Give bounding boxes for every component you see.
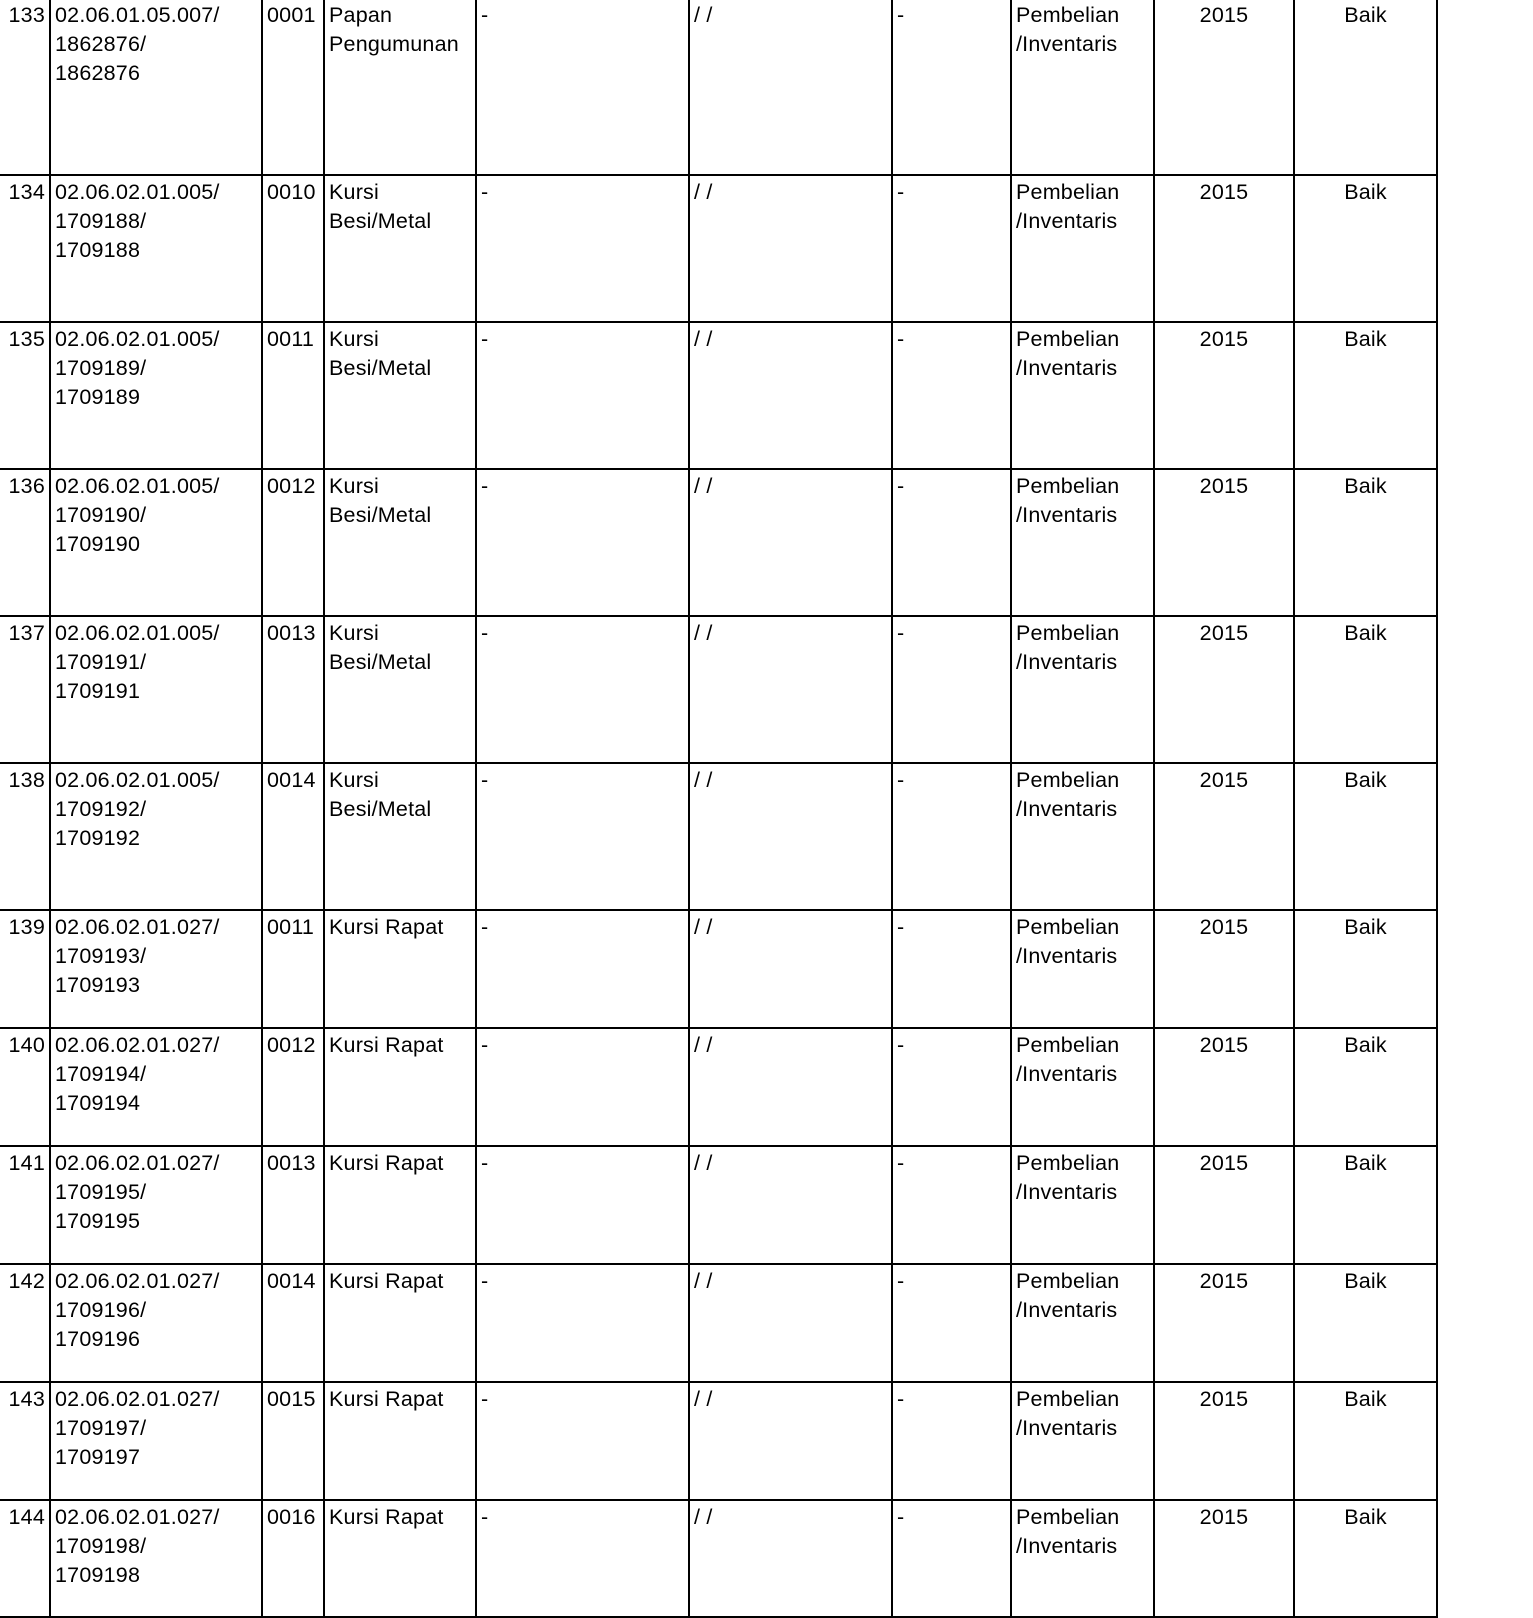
column-6-cell: / / [689,1382,892,1500]
condition-cell: Baik [1294,1146,1437,1264]
column-7-cell: - [892,763,1011,910]
year-cell: 2015 [1154,1382,1294,1500]
item-name-cell: Kursi Rapat [324,1264,476,1382]
item-code-cell: 02.06.02.01.027/ 1709195/ 1709195 [50,1146,262,1264]
register-number-cell: 0010 [262,175,324,322]
register-number-cell: 0011 [262,910,324,1028]
item-code-cell: 02.06.02.01.005/ 1709190/ 1709190 [50,469,262,616]
column-6-cell: / / [689,910,892,1028]
year-cell: 2015 [1154,1146,1294,1264]
column-5-cell: - [476,1146,689,1264]
column-5-cell: - [476,175,689,322]
row-number-cell: 144 [0,1500,50,1617]
condition-cell: Baik [1294,1500,1437,1617]
origin-cell: Pembelian /Inventaris [1011,616,1154,763]
column-6-cell: / / [689,175,892,322]
table-row [0,1264,1437,1382]
item-name-cell: Kursi Rapat [324,1500,476,1617]
row-number-cell: 138 [0,763,50,910]
column-5-cell: - [476,1382,689,1500]
column-5-cell: - [476,1028,689,1146]
item-name-cell: Kursi Rapat [324,910,476,1028]
row-number-cell: 140 [0,1028,50,1146]
column-5-cell: - [476,322,689,469]
table-row [0,910,1437,1028]
year-cell: 2015 [1154,763,1294,910]
item-code-cell: 02.06.02.01.005/ 1709189/ 1709189 [50,322,262,469]
item-code-cell: 02.06.02.01.027/ 1709198/ 1709198 [50,1500,262,1617]
year-cell: 2015 [1154,910,1294,1028]
origin-cell: Pembelian /Inventaris [1011,0,1154,175]
item-name-cell: Kursi Besi/Metal [324,763,476,910]
column-6-cell: / / [689,1146,892,1264]
year-cell: 2015 [1154,469,1294,616]
register-number-cell: 0012 [262,1028,324,1146]
register-number-cell: 0016 [262,1500,324,1617]
origin-cell: Pembelian /Inventaris [1011,763,1154,910]
item-code-cell: 02.06.02.01.027/ 1709196/ 1709196 [50,1264,262,1382]
condition-cell: Baik [1294,1382,1437,1500]
item-name-cell: Kursi Besi/Metal [324,616,476,763]
condition-cell: Baik [1294,322,1437,469]
year-cell: 2015 [1154,0,1294,175]
condition-cell: Baik [1294,910,1437,1028]
column-6-cell: / / [689,763,892,910]
table-row [0,763,1437,910]
year-cell: 2015 [1154,1500,1294,1617]
origin-cell: Pembelian /Inventaris [1011,1028,1154,1146]
column-7-cell: - [892,1146,1011,1264]
item-code-cell: 02.06.02.01.027/ 1709194/ 1709194 [50,1028,262,1146]
year-cell: 2015 [1154,1264,1294,1382]
row-number-cell: 141 [0,1146,50,1264]
condition-cell: Baik [1294,0,1437,175]
item-code-cell: 02.06.02.01.005/ 1709191/ 1709191 [50,616,262,763]
column-7-cell: - [892,910,1011,1028]
year-cell: 2015 [1154,1028,1294,1146]
condition-cell: Baik [1294,175,1437,322]
origin-cell: Pembelian /Inventaris [1011,175,1154,322]
origin-cell: Pembelian /Inventaris [1011,1146,1154,1264]
item-code-cell: 02.06.02.01.005/ 1709192/ 1709192 [50,763,262,910]
row-number-cell: 133 [0,0,50,175]
origin-cell: Pembelian /Inventaris [1011,910,1154,1028]
origin-cell: Pembelian /Inventaris [1011,1382,1154,1500]
year-cell: 2015 [1154,175,1294,322]
register-number-cell: 0015 [262,1382,324,1500]
column-7-cell: - [892,1500,1011,1617]
item-name-cell: Kursi Besi/Metal [324,322,476,469]
column-5-cell: - [476,1500,689,1617]
origin-cell: Pembelian /Inventaris [1011,322,1154,469]
column-7-cell: - [892,1264,1011,1382]
row-number-cell: 136 [0,469,50,616]
column-5-cell: - [476,910,689,1028]
item-name-cell: Kursi Besi/Metal [324,469,476,616]
item-name-cell: Kursi Rapat [324,1146,476,1264]
column-5-cell: - [476,0,689,175]
column-7-cell: - [892,322,1011,469]
row-number-cell: 137 [0,616,50,763]
table-row [0,322,1437,469]
register-number-cell: 0014 [262,763,324,910]
column-7-cell: - [892,1382,1011,1500]
item-code-cell: 02.06.02.01.005/ 1709188/ 1709188 [50,175,262,322]
column-6-cell: / / [689,1500,892,1617]
column-7-cell: - [892,469,1011,616]
item-name-cell: Kursi Rapat [324,1382,476,1500]
register-number-cell: 0011 [262,322,324,469]
year-cell: 2015 [1154,616,1294,763]
table-row [0,1146,1437,1264]
origin-cell: Pembelian /Inventaris [1011,469,1154,616]
table-row [0,0,1437,175]
register-number-cell: 0013 [262,616,324,763]
column-6-cell: / / [689,322,892,469]
item-code-cell: 02.06.01.05.007/ 1862876/ 1862876 [50,0,262,175]
item-name-cell: Papan Pengumunan [324,0,476,175]
table-row [0,175,1437,322]
column-5-cell: - [476,1264,689,1382]
condition-cell: Baik [1294,763,1437,910]
column-6-cell: / / [689,0,892,175]
register-number-cell: 0012 [262,469,324,616]
condition-cell: Baik [1294,616,1437,763]
origin-cell: Pembelian /Inventaris [1011,1264,1154,1382]
year-cell: 2015 [1154,322,1294,469]
column-5-cell: - [476,616,689,763]
column-5-cell: - [476,763,689,910]
column-7-cell: - [892,616,1011,763]
column-7-cell: - [892,0,1011,175]
register-number-cell: 0001 [262,0,324,175]
register-number-cell: 0014 [262,1264,324,1382]
item-code-cell: 02.06.02.01.027/ 1709193/ 1709193 [50,910,262,1028]
column-5-cell: - [476,469,689,616]
condition-cell: Baik [1294,1264,1437,1382]
column-6-cell: / / [689,1028,892,1146]
origin-cell: Pembelian /Inventaris [1011,1500,1154,1617]
row-number-cell: 143 [0,1382,50,1500]
row-number-cell: 135 [0,322,50,469]
column-6-cell: / / [689,469,892,616]
table-row [0,1382,1437,1500]
row-number-cell: 142 [0,1264,50,1382]
table-row [0,1028,1437,1146]
register-number-cell: 0013 [262,1146,324,1264]
column-7-cell: - [892,175,1011,322]
condition-cell: Baik [1294,1028,1437,1146]
item-name-cell: Kursi Besi/Metal [324,175,476,322]
column-7-cell: - [892,1028,1011,1146]
row-number-cell: 139 [0,910,50,1028]
table-row [0,616,1437,763]
item-name-cell: Kursi Rapat [324,1028,476,1146]
row-number-cell: 134 [0,175,50,322]
column-6-cell: / / [689,616,892,763]
table-row [0,469,1437,616]
item-code-cell: 02.06.02.01.027/ 1709197/ 1709197 [50,1382,262,1500]
table-row [0,1500,1437,1617]
column-6-cell: / / [689,1264,892,1382]
condition-cell: Baik [1294,469,1437,616]
